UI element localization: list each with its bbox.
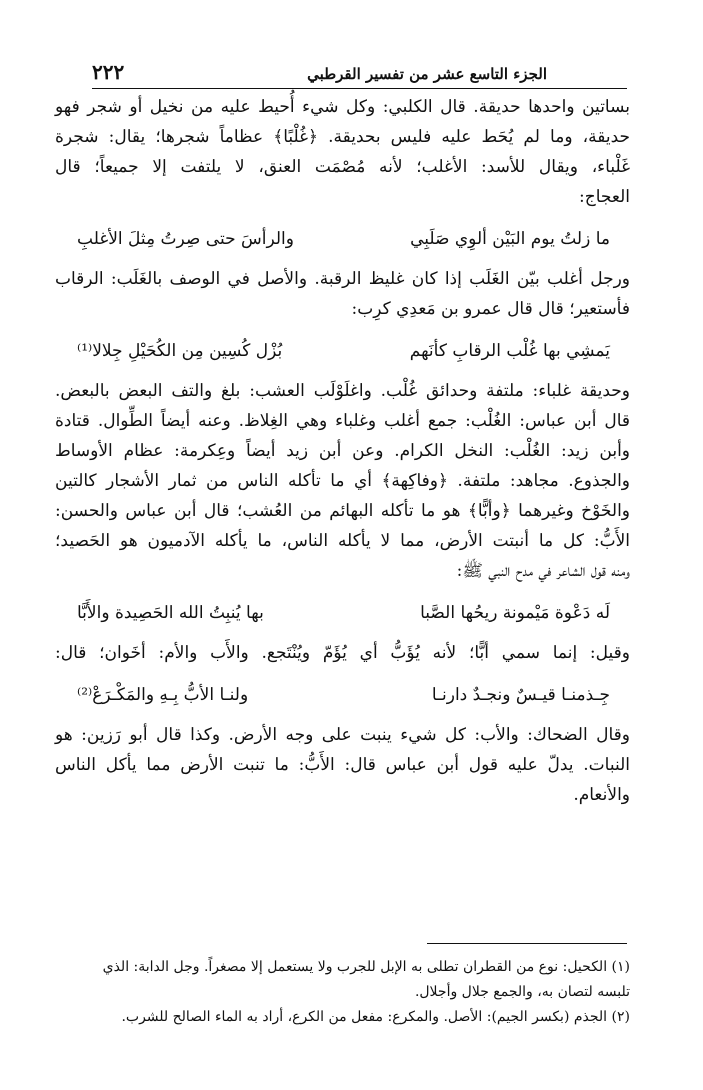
text-line: وحديقة غلباء: ملتفة وحدائق غُلْب. واغلَوْلَب العشب: بلغ والتف البعض بالبعض.: [55, 381, 630, 401]
text-line: وقال الضحاك: والأب: كل شيء ينبت على وجه الأرض. وكذا قال أبو رَزين: هو: [55, 725, 630, 745]
text-line: فأستعير؛ قال قال عمرو بن مَعدِي كرِب:: [351, 299, 630, 319]
text-line: حديقة، وما لم يُحَط عليه فليس بحديقة. ﴿غُلْبًا﴾ عظاماً شجرها؛ يقال: شجرة: [55, 127, 630, 147]
footnotes: [55, 955, 630, 1030]
verse-second-hemistich: ولنـا الأبُّ بِـهِ والمَكْـرَعْ⁽²⁾: [77, 685, 249, 705]
verse-second-hemistich: بها يُنبِتُ الله الحَصِيدة والأَبَّا: [77, 603, 264, 623]
verse-first-hemistich: يَمشِي بها غُلْب الرقابِ كأنَهم: [409, 341, 610, 361]
poetry-verse: [77, 336, 610, 366]
poetry-verse: [77, 598, 610, 628]
footnote-line: (٢) الجذم (بكسر الجيم): الأصل. والمكرع: مفعل من الكرع، أراد به الماء الصالح للشرب.: [121, 1009, 630, 1025]
page-header: [92, 52, 627, 89]
verse-first-hemistich: جِـذمنـا قيـسٌ ونجـدٌ دارنـا: [431, 685, 610, 705]
footnote-line: (١) الكحيل: نوع من القطران تطلى به الإبل للجرب ولا يستعمل إلا مصغراً. وجل الدابة: الذي: [102, 959, 630, 975]
verse-second-hemistich: بُزْل كُسِين مِن الكُحَيْلِ جِلالا⁽¹⁾: [77, 341, 283, 361]
page-number: ٢٢٢: [92, 60, 125, 84]
text-line: وأبن زيد: الغُلْب: النخل الكرام. وعن أبن زيد أيضاً وعِكرمة: عظام الأوساط: [55, 441, 630, 461]
poetry-verse: [77, 224, 610, 254]
footnote-divider: [427, 943, 627, 944]
text-line: الأَبُّ: كل ما أنبتت الأرض، مما لا يأكله الناس، ما يأكله الآدميون هو الحَصيد؛: [55, 531, 630, 551]
text-line: والجذوع. مجاهد: ملتفة. ﴿وفاكِهة﴾ أي ما تأكله الناس من ثمار الأشجار كالتين: [55, 471, 630, 491]
text-line: النبات. يدلّ عليه قول أبن عباس قال: الأَبُّ: ما تنبت الأرض مما يأكل الناس والأنعام.: [55, 755, 630, 805]
text-line: قال أبن عباس: الغُلْب: جمع أغلب وغلباء وهي الغِلاظ. وعنه أيضاً الطِّوال. قتادة: [55, 411, 630, 431]
verse-second-hemistich: والرأسَ حتى صِرتُ مِثلَ الأغلبِ: [77, 229, 294, 249]
verse-first-hemistich: ما زلتُ يوم البَيْن ألوِي صَلَبِي: [410, 229, 610, 249]
text-line: العجاج:: [579, 187, 630, 207]
text-line: وقيل: إنما سمي أبًّا؛ لأنه يُؤَبُّ أي يُؤَمّ ويُنْتَجع. والأَب والأم: أخَوان؛ قال:: [55, 643, 630, 663]
text-line: غَلْباء، ويقال للأسد: الأغلب؛ لأنه مُصْمَت العنق، لا يلتفت إلا جميعاً؛ قال: [55, 157, 630, 177]
running-title: الجزء التاسع عشر من تفسير القرطبي: [307, 65, 547, 83]
text-line: ومنه قول الشاعر في مدح النبي ﷺ:: [456, 561, 630, 581]
text-line: بساتين واحدها حديقة. قال الكلبي: وكل شيء أُحيط عليه من نخيل أو شجر فهو: [55, 97, 630, 117]
poetry-verse: [77, 680, 610, 710]
text-line: والخَوْخ وغيرهما ﴿وأبًّا﴾ هو ما تأكله البهائم من العُشب؛ قال أبن عباس والحسن:: [55, 501, 630, 521]
main-text: [55, 92, 630, 810]
footnote-line: تلبسه لتصان به، والجمع جلال وأجلال.: [414, 984, 630, 1000]
text-line: ورجل أغلب بيّن الغَلَب إذا كان غليظ الرقبة. والأصل في الوصف بالغَلَب: الرقاب: [55, 269, 630, 289]
verse-first-hemistich: لَه دَعْوة مَيْمونة ريحُها الصَّبا: [420, 603, 610, 623]
